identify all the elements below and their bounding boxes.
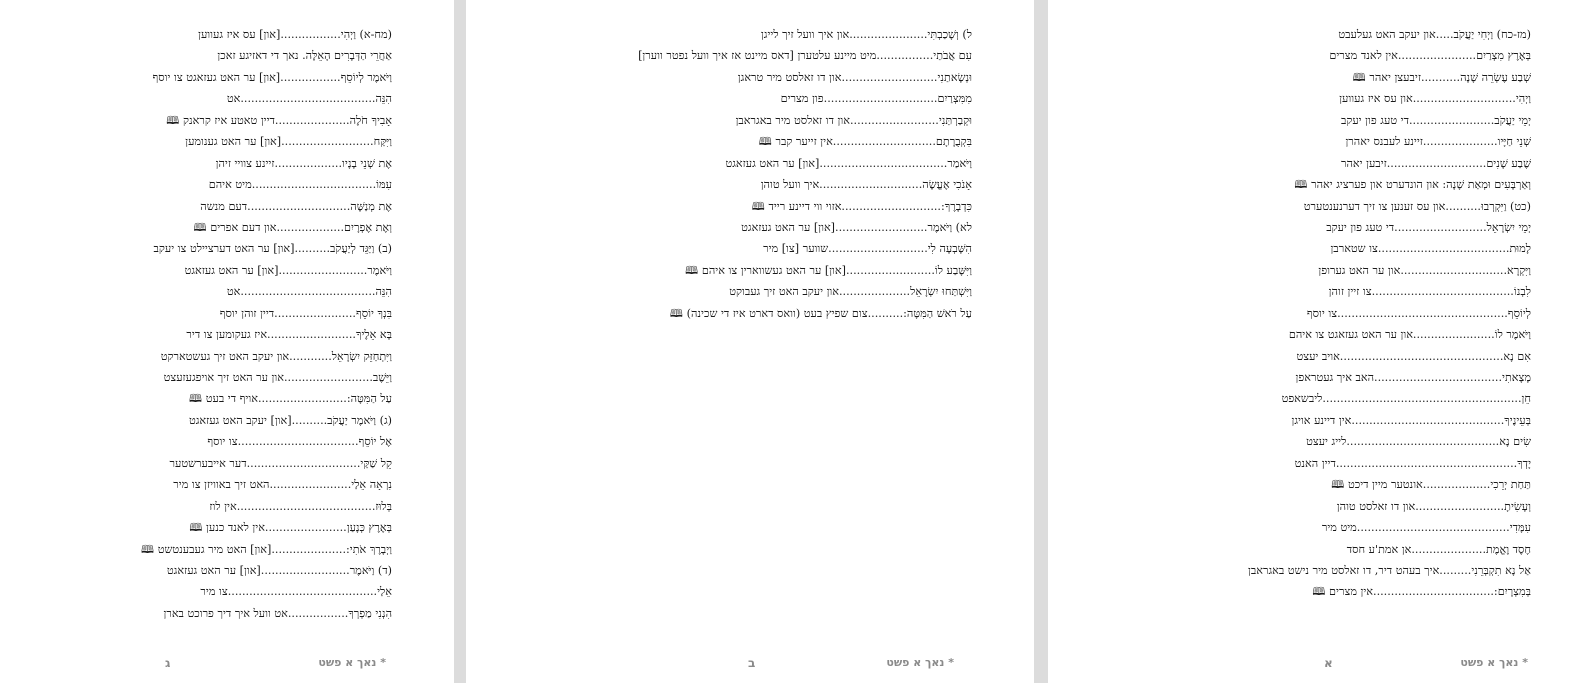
document-page-3 (0, 0, 454, 683)
text-line: וַיֹּאמֶר לְיוֹסֵף.................[און] ער האט געזאגט צו יוסף (152, 70, 392, 84)
text-line: וַיִּשָּׁבַע לוֹ.........................[און] ער האט געשווארין צו איהם 🕮 (685, 263, 972, 277)
text-line: קֵל שַׁקַּי................................דער אייבערשטער (169, 456, 392, 470)
text-line: (ד) וַיֹּאמֶר.........................[און] ער האט געזאגט (166, 563, 392, 577)
text-line: וַיִּשְׁתַּחוּ יִשְׂרָאֵל....................און יעקב האט זיך געבוקט (729, 285, 972, 299)
text-line: ל) וְשָׁכַבְתִּי......................און איך וועל זיך לייגן (760, 28, 972, 41)
text-line: עִמָּדִי...........................................מיט מיר (1321, 521, 1531, 535)
text-line: בְּעֵינֶיךָ...........................................אין דיינע אויגן (1291, 413, 1531, 427)
text-line: וַיֵּשֶׁב.........................און ער האט זיך אויפגעזעצט (163, 371, 392, 384)
text-line: מָצָאתִי....................................האב איך געטראפן (1295, 371, 1531, 384)
text-line: וּנְשָׂאתַנִי...........................און דו זאלסט מיר טראגן (737, 70, 972, 84)
text-line: וְאֶת אֶפְרָיִם...................און דעם אפרים 🕮 (193, 220, 392, 234)
document-page-2 (466, 0, 1034, 683)
text-line: וַיְהִי.............................און עס איז געווען (1339, 92, 1531, 106)
text-line: (כט) וַיִּקְרְבוּ..........און עס זענען צו זיך דערנענטערט (1303, 199, 1531, 213)
text-line: לִבְנוֹ........................................צו זיין זוהן (1328, 285, 1531, 299)
text-line: וַיִּקְרָא..............................און ער האט גערופן (1318, 263, 1531, 277)
text-line: אֶל יוֹסֵף..................................צו יוסף (207, 435, 392, 449)
text-line: אָנֹכִי אֶעֱשֶׂה.............................איך וועל טוהן (760, 178, 972, 192)
text-line: בִּקְבֻרָתָם.............................אין זייער קבר 🕮 (758, 135, 972, 149)
text-line: עִם אֲבֹתַי................מיט מיינע עלטערן [דאס מיינט אז איך וועל נפטר ווערן] (638, 49, 972, 63)
text-line: יְמֵי יַעֲקֹב........................די טעג פון יעקב (1340, 113, 1531, 127)
text-line: תַּחַת יְרֵכִי...................אונטער מיין דיכט 🕮 (1331, 478, 1531, 492)
text-line: שְׁבַע עֶשְׂרֵה שָׁנָה...........זיבעצן יאהר 🕮 (1352, 70, 1531, 84)
text-lines (1071, 24, 1531, 603)
text-line: לָמוּת.....................................צו שטארבן (1330, 242, 1531, 256)
text-line: יְמֵי יִשְׂרָאֵל..........................די טעג פון יעקב (1326, 220, 1531, 234)
text-line: הִנְנִי מַפְרְךָ.................אט וועל איך דיך פרוכט בארן (163, 606, 392, 620)
text-line: הִשָּׁבְעָה לִי............................שווער [צו] מיר (763, 242, 972, 256)
page-number: ג (165, 656, 171, 670)
text-line: עַל הַמִּטָּה:.........................אויף די בעט 🕮 (188, 392, 392, 406)
text-line: וַיֹּאמַר....................................[און] ער האט געזאגט (725, 156, 972, 170)
text-line: כִּדְבָרֶךָ:............................אזוי ווי דיינע רייד 🕮 (751, 199, 972, 213)
page-number: ב (748, 656, 756, 670)
text-line: אַחֲרֵי הַדְּבָרִים הָאֵלֶּה. נאך די דאזיגע זאכן (217, 49, 392, 63)
page-number: א (1324, 656, 1333, 670)
text-line: אֵלַי..........................................צו מיר (200, 585, 392, 599)
text-line: אָבִיךָ חֹלֶה.....................דיין טאטע איז קראנק 🕮 (166, 113, 392, 127)
text-line: וַיִּתְחַזֵּק יִשְׂרָאֵל............און יעקב האט זיך געשטארקט (160, 349, 392, 363)
text-line: בְּאֶרֶץ מִצְרַיִם......................אין לאנד מצרים (1329, 49, 1531, 63)
text-line: הִנֵּה......................................אט (226, 92, 392, 106)
text-line: שֶׁבַע שָׁנִים............................זיבען יאהר (1340, 156, 1531, 170)
text-line: (ג) וַיֹּאמֶר יַעֲקֹב..........[און] יעקב האט געזאגט (188, 413, 392, 427)
text-line: חֶסֶד וֶאֱמֶת.....................אן אמת'ע חסד (1346, 542, 1531, 556)
text-line: עִמּוֹ...................................מיט איהם (208, 178, 392, 192)
text-line: אִם נָא..............................................אויב יעצט (1296, 349, 1531, 363)
document-page-1 (1048, 0, 1591, 683)
text-line: וְעָשִׂיתָ.........................און דו זאלסט טוהן (1336, 499, 1531, 513)
text-line: (מח-א) וַיְהִי.................[און] עס איז געווען (198, 28, 392, 41)
text-line: לְיוֹסֵף................................................צו יוסף (1306, 306, 1531, 320)
text-line: מִמִּצְרַיִם................................פון מצרים (780, 92, 972, 106)
text-line: וַיֹּאמֶר.........................[און] ער האט געזאגט (184, 263, 392, 277)
text-line: בִּנְךָ יוֹסֵף.......................דיין זוהן יוסף (219, 306, 392, 320)
text-line: בְּמִצְרָיִם:..................................אין מצרים 🕮 (1312, 585, 1531, 599)
text-line: וַיִּקַּח..........................[און] ער האט גענומען (185, 135, 392, 149)
text-line: בָּא אֵלֶיךָ.........................איז געקומען צו דיר (186, 328, 392, 342)
footnote: * נאך א פשט (318, 656, 386, 669)
text-line: הִנֵּה......................................אט (226, 285, 392, 299)
text-line: וּקְבַרְתַּנִי.........................און דו זאלסט מיר באגראבן (735, 113, 972, 127)
text-line: בְּאֶרֶץ כְּנָעַן.......................אין לאנד כנען 🕮 (189, 521, 392, 535)
text-line: (מז-כח) וַיְחִי יַעֲקֹב.....און יעקב האט געלעבט (1338, 28, 1531, 41)
text-line: יָדְךָ...................................................דיין האנט (1294, 456, 1531, 470)
text-line: בְּלוּז.......................................אין לוז (209, 499, 392, 513)
text-line: נִרְאָה אֵלַי.......................האט זיך באוויזן צו מיר (173, 478, 392, 492)
text-line: עַל רֹאשׁ הַמִּטָּה:..........צום שפיץ בעט (וואס דארט איז די שכינה) 🕮 (669, 306, 972, 320)
text-line: וְאַרְבָּעִים וּמְאַת שָׁנָה: און הונדערט און פערציג יאהר 🕮 (1294, 178, 1531, 192)
footnote: * נאך א פשט (886, 656, 954, 669)
text-line: אֶת מְנַשֶּׁה.............................דעם מנשה (200, 199, 392, 213)
text-line: אֶת שְׁנֵי בָנָיו...................זיינע צוויי זיהן (215, 156, 392, 170)
text-lines (452, 24, 972, 324)
text-line: וַיֹּאמֶר לוֹ.......................און ער האט געזאגט צו איהם (1288, 328, 1531, 342)
text-lines (12, 24, 392, 624)
text-line: שְׁנֵי חַיָּיו.....................זיינע לעבנס יאהרן (1345, 135, 1531, 149)
text-line: (ב) וַיַּגֵּד לְיַעֲקֹב..........[און] ער האט דערציילט צו יעקב (153, 242, 392, 256)
text-line: שִׂים נָא...........................................לייג יעצט (1306, 435, 1531, 449)
text-line: חֵן........................................................ליבשאפט (1281, 392, 1531, 406)
text-line: לא) וַיֹּאמֶר..........................[און] ער האט געזאגט (741, 220, 972, 234)
footnote: * נאך א פשט (1460, 656, 1528, 669)
text-line: אַל נָא תִקְבְּרֵנִי.........איך בעהט דיר, דו זאלסט מיר נישט באגראבן (1248, 563, 1531, 577)
text-line: וַיְבָרֶךְ אֹתִי:.....................[און] האט מיר געבענטשט 🕮 (140, 542, 392, 556)
